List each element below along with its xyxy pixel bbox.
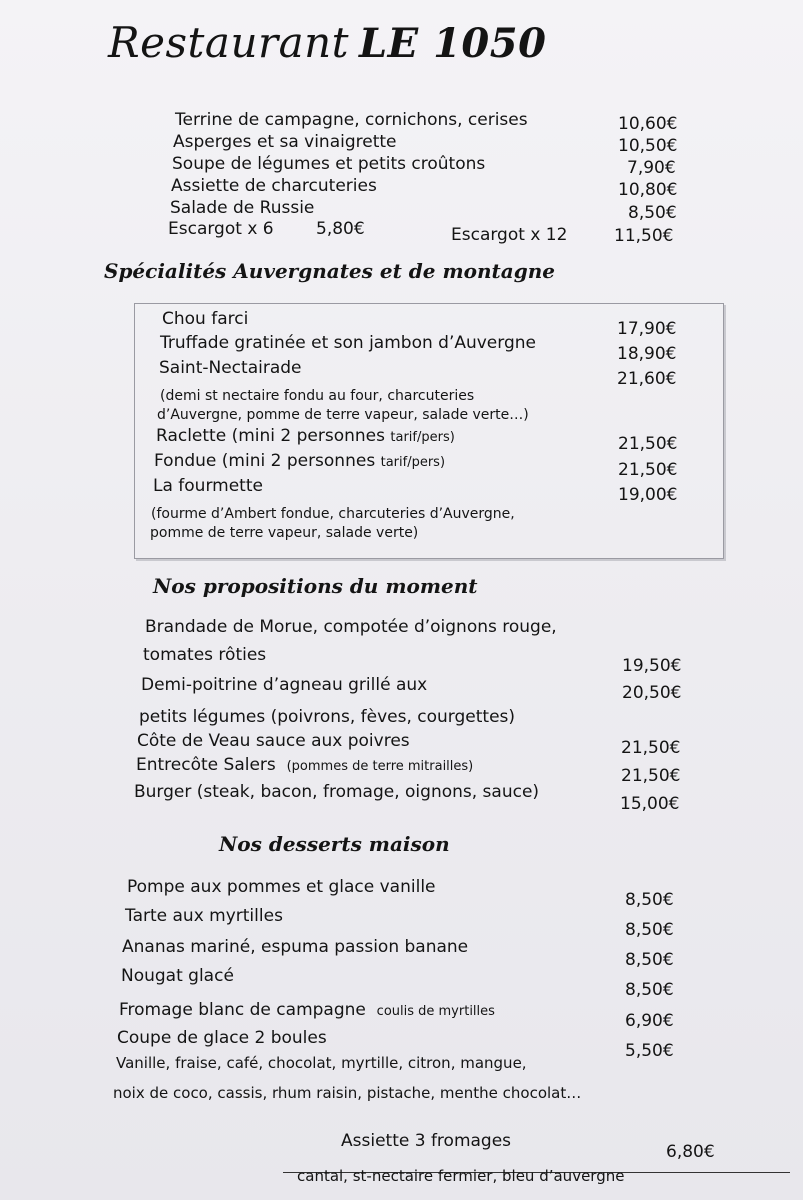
specialty-price: 19,00€: [618, 485, 678, 505]
fondue-name: Fondue (mini 2 personnes: [154, 451, 376, 471]
starter-name: Assiette de charcuteries: [171, 176, 377, 196]
specialty-name: Truffade gratinée et son jambon d’Auvergne: [160, 333, 536, 353]
dessert-price: 8,50€: [625, 890, 674, 910]
escargot-six-label: Escargot x 6: [168, 219, 274, 239]
specialty-price: 21,50€: [618, 434, 678, 454]
escargot-six-price: 5,80€: [316, 219, 365, 239]
dessert-name: Ananas mariné, espuma passion banane: [122, 937, 469, 957]
moment-dish: Burger (steak, bacon, fromage, oignons, sauce): [134, 782, 540, 802]
specialty-description: d’Auvergne, pomme de terre vapeur, salade verte…): [157, 407, 529, 423]
fromage-note: coulis de myrtilles: [376, 1004, 495, 1019]
specialty-description: (demi st nectaire fondu au four, charcuteries: [160, 388, 475, 404]
title-word: Restaurant: [108, 18, 350, 67]
ice-cream-flavors: noix de coco, cassis, rhum raisin, pistache, menthe chocolat…: [113, 1084, 582, 1102]
starter-name: Salade de Russie: [170, 198, 315, 218]
dessert-price: 5,50€: [625, 1041, 674, 1061]
moment-price: 21,50€: [621, 766, 681, 786]
dessert-name: Pompe aux pommes et glace vanille: [127, 877, 436, 897]
fromage-name: Fromage blanc de campagne: [119, 1000, 366, 1020]
specialty-name: [154, 451, 445, 473]
dessert-name: Nougat glacé: [121, 966, 234, 986]
dessert-name: [119, 1000, 495, 1022]
dessert-price: 8,50€: [625, 950, 674, 970]
moment-price: 19,50€: [622, 656, 682, 676]
starter-price: 8,50€: [628, 203, 677, 223]
starter-price: 10,50€: [618, 136, 678, 156]
starter-name: Soupe de légumes et petits croûtons: [172, 154, 486, 174]
raclette-name: Raclette (mini 2 personnes: [156, 426, 385, 446]
starter-price: 10,60€: [618, 114, 678, 134]
fondue-tarif: tarif/pers): [380, 455, 446, 470]
dessert-price: 8,50€: [625, 980, 674, 1000]
cheese-plate-price: 6,80€: [666, 1142, 715, 1162]
dessert-price: 6,90€: [625, 1011, 674, 1031]
specialties-heading: Spécialités Auvergnates et de montagne: [104, 259, 555, 283]
moment-dish: Côte de Veau sauce aux poivres: [137, 731, 410, 751]
restaurant-brand: LE 1050: [359, 20, 547, 67]
starter-price: 10,80€: [618, 180, 678, 200]
specialty-price: 18,90€: [617, 344, 677, 364]
moment-price: 20,50€: [622, 683, 682, 703]
moment-price: 15,00€: [620, 794, 680, 814]
specialty-name: La fourmette: [153, 476, 263, 496]
moment-heading: Nos propositions du moment: [153, 574, 478, 598]
specialty-price: 21,50€: [618, 460, 678, 480]
cheese-plate-name: Assiette 3 fromages: [341, 1131, 512, 1151]
entrecote-note: (pommes de terre mitrailles): [286, 759, 474, 774]
desserts-heading: Nos desserts maison: [219, 832, 450, 856]
ice-cream-flavors: Vanille, fraise, café, chocolat, myrtille, citron, mangue,: [116, 1054, 527, 1072]
specialty-description: (fourme d’Ambert fondue, charcuteries d’Auvergne,: [151, 506, 515, 522]
moment-dish-cont: petits légumes (poivrons, fèves, courgettes): [139, 707, 516, 727]
specialty-description: pomme de terre vapeur, salade verte): [150, 525, 419, 541]
moment-price: 21,50€: [621, 738, 681, 758]
starter-name: Terrine de campagne, cornichons, cerises: [175, 110, 528, 130]
cheese-plate-description: cantal, st-nectaire fermier, bleu d’auvergne: [297, 1167, 625, 1185]
specialty-name: Saint-Nectairade: [159, 358, 302, 378]
specialty-price: 17,90€: [617, 319, 677, 339]
dessert-price: 8,50€: [625, 920, 674, 940]
starter-name: Asperges et sa vinaigrette: [173, 132, 397, 152]
dessert-name: Tarte aux myrtilles: [125, 906, 283, 926]
specialty-name: [156, 426, 455, 448]
raclette-tarif: tarif/pers): [390, 430, 455, 445]
entrecote-name: Entrecôte Salers: [136, 755, 276, 775]
specialty-name: Chou farci: [162, 309, 249, 329]
specialty-price: 21,60€: [617, 369, 677, 389]
dessert-name: Coupe de glace 2 boules: [117, 1028, 327, 1048]
moment-dish-cont: tomates rôties: [143, 645, 267, 665]
moment-dish: Brandade de Morue, compotée d’oignons rouge,: [145, 617, 557, 637]
starter-price: 7,90€: [627, 158, 676, 178]
page-title: [108, 18, 546, 67]
escargot-twelve-price: 11,50€: [614, 226, 674, 246]
escargot-twelve-label: Escargot x 12: [451, 225, 568, 245]
moment-dish: [136, 755, 473, 777]
moment-dish: Demi-poitrine d’agneau grillé aux: [141, 675, 428, 695]
